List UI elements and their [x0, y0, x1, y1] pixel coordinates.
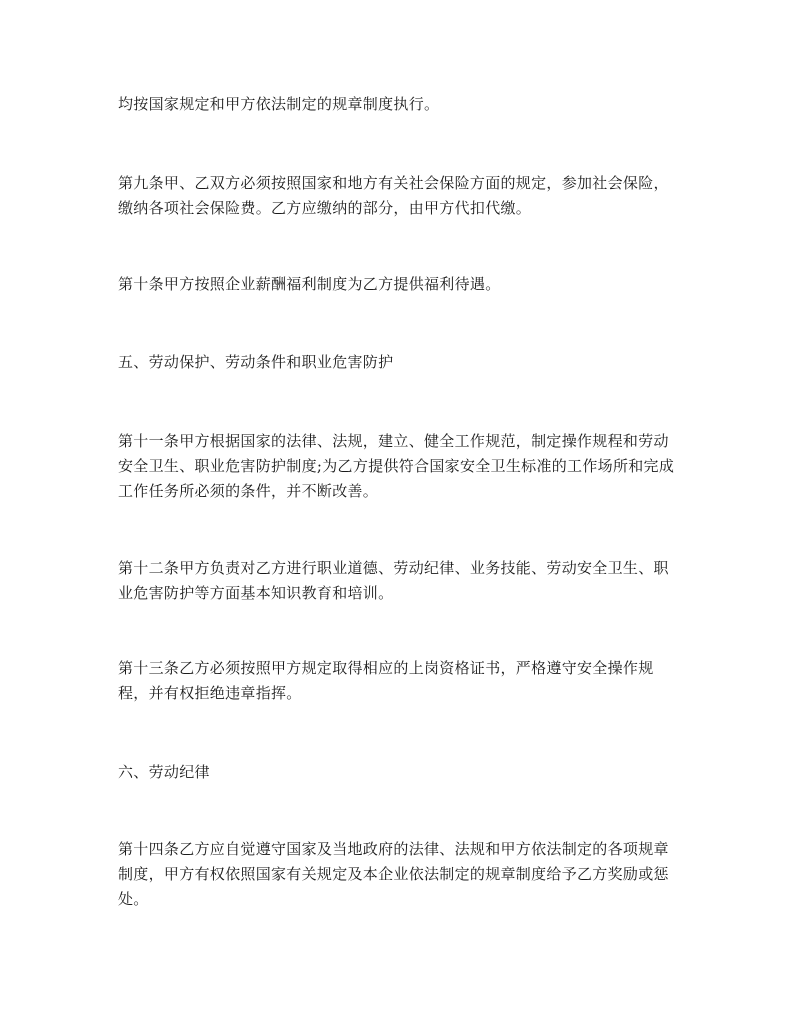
section-5-heading: 五、劳动保护、劳动条件和职业危害防护	[118, 353, 394, 371]
article-9-paragraph: 第九条甲、乙双方必须按照国家和地方有关社会保险方面的规定，参加社会保险，缴纳各项社会保险费。乙方应缴纳的部分，由甲方代扣代缴。	[118, 174, 669, 217]
article-12-paragraph: 第十二条甲方负责对乙方进行职业道德、劳动纪律、业务技能、劳动安全卫生、职业危害防护等方面基本知识教育和培训。	[118, 559, 669, 602]
paragraph-continuation: 均按国家规定和甲方依法制定的规章制度执行。	[118, 95, 440, 113]
section-6-heading: 六、劳动纪律	[118, 763, 210, 781]
article-14-paragraph: 第十四条乙方应自觉遵守国家及当地政府的法律、法规和甲方依法制定的各项规章制度，甲方有权依照国家有关规定及本企业依法制定的规章制度给予乙方奖励或惩处。	[118, 840, 669, 908]
article-10-paragraph: 第十条甲方按照企业薪酬福利制度为乙方提供福利待遇。	[118, 275, 501, 293]
article-11-paragraph: 第十一条甲方根据国家的法律、法规，建立、健全工作规范，制定操作规程和劳动安全卫生、职业危害防护制度;为乙方提供符合国家安全卫生标准的工作场所和完成工作任务所必须的条件，并不断改善。	[118, 432, 675, 500]
article-13-paragraph: 第十三条乙方必须按照甲方规定取得相应的上岗资格证书，严格遵守安全操作规程，并有权拒绝违章指挥。	[118, 659, 654, 702]
